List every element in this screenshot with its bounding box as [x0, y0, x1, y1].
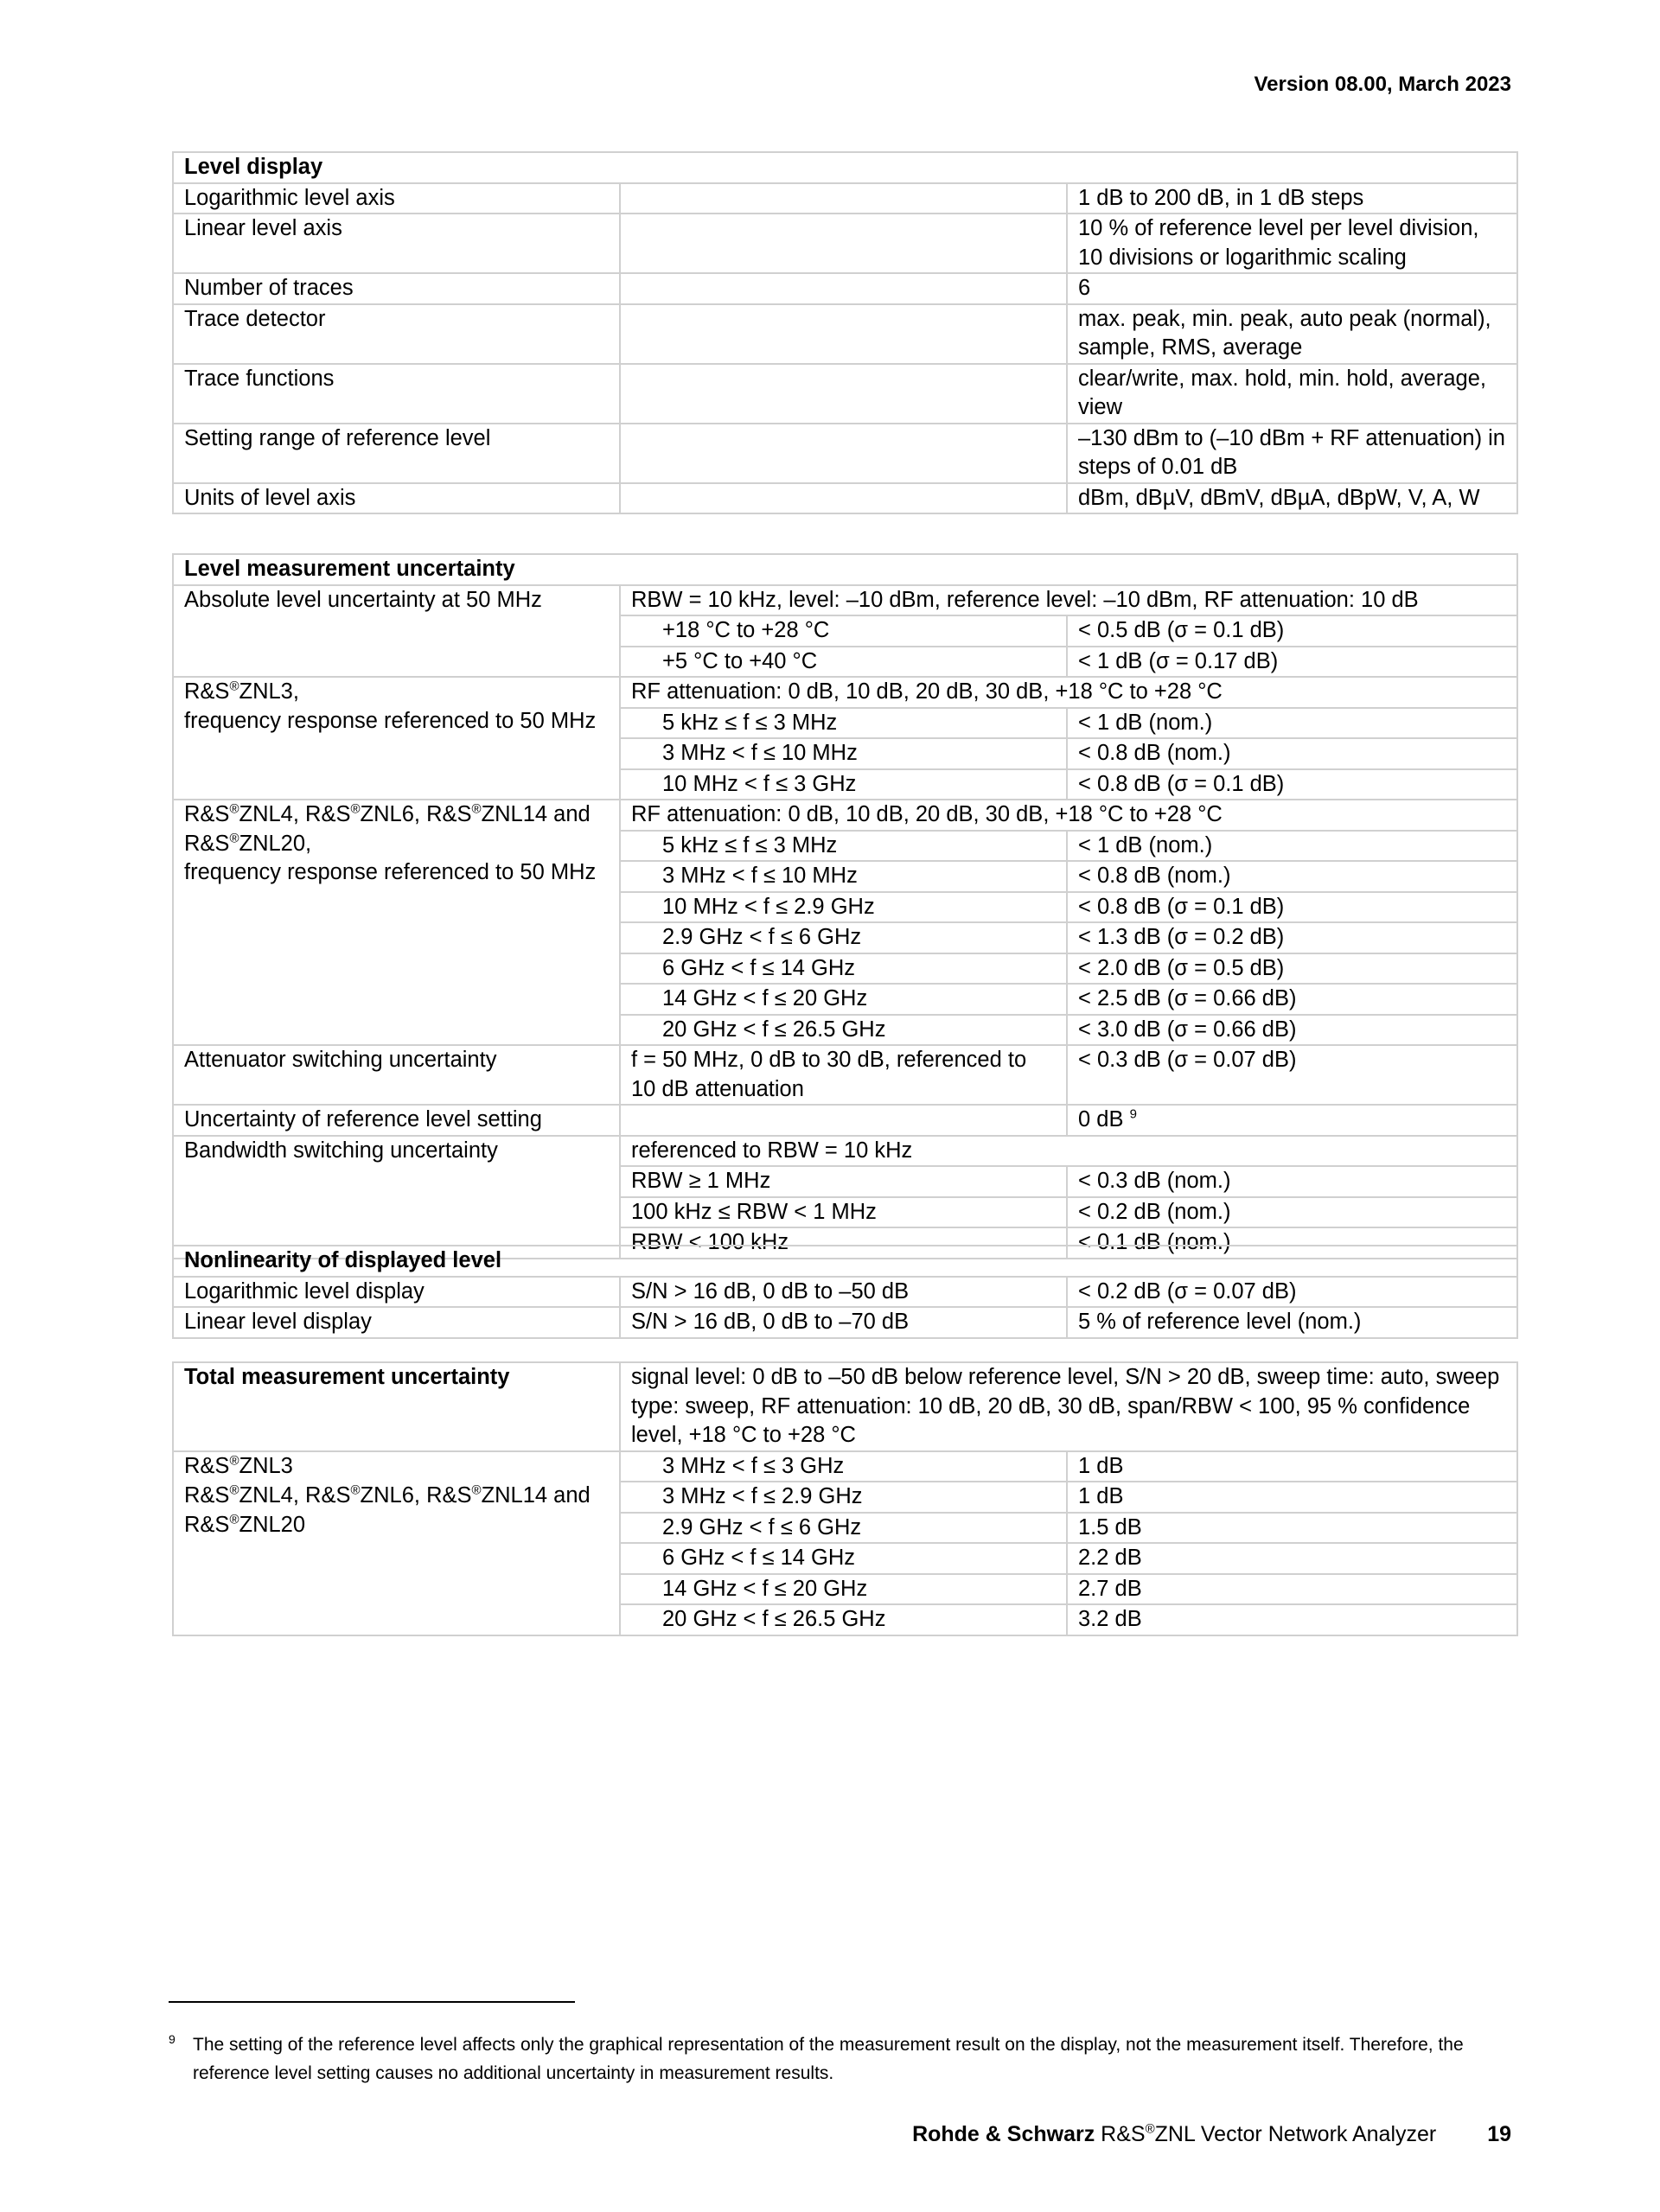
table-row: 20 GHz < f ≤ 26.5 GHz < 3.0 dB (σ = 0.66 dB) [173, 1015, 1517, 1046]
table-row: 14 GHz < f ≤ 20 GHz < 2.5 dB (σ = 0.66 dB) [173, 984, 1517, 1015]
table-row: RBW ≥ 1 MHz < 0.3 dB (nom.) [173, 1166, 1517, 1197]
page-number: 19 [1487, 2122, 1511, 2146]
footnote-separator [169, 2001, 575, 2003]
level-display-table [172, 151, 1518, 514]
table-row: 2.9 GHz < f ≤ 6 GHz 1.5 dB [173, 1513, 1517, 1544]
total-uncertainty-table [172, 1361, 1518, 1636]
table-row: 5 kHz ≤ f ≤ 3 MHz < 1 dB (nom.) [173, 708, 1517, 739]
page-footer [912, 2122, 1511, 2147]
table-row: Logarithmic level axis 1 dB to 200 dB, in 1 dB steps [173, 183, 1517, 214]
table-row: Setting range of reference level –130 dBm to (–10 dBm + RF attenuation) in steps of 0.01 dB [173, 424, 1517, 483]
nonlinearity-table [172, 1245, 1518, 1339]
znl4-label: R&S®ZNL4, R&S®ZNL6, R&S®ZNL14 and R&S®ZNL20, frequency response referenced to 50 MHz [173, 800, 620, 1045]
footnote-ref: 9 [1129, 1106, 1137, 1122]
table-row: Bandwidth switching uncertainty referenced to RBW = 10 kHz [173, 1136, 1517, 1167]
table-row: 3 MHz < f ≤ 10 MHz < 0.8 dB (nom.) [173, 861, 1517, 892]
level-uncertainty-table [172, 553, 1518, 1259]
table-row: R&S®ZNL3 3 MHz < f ≤ 3 GHz 1 dB [173, 1451, 1517, 1482]
table-row: Linear level axis 10 % of reference level per level division, 10 divisions or logarithmic scaling [173, 214, 1517, 273]
footnote-text: The setting of the reference level affects only the graphical representation of the measurement result on the display, not the measurement itself. Therefore, the reference level setting causes no additional uncertainty in measurement results. [193, 2035, 1464, 2083]
table-row: Units of level axis dBm, dBµV, dBmV, dBµA, dBpW, V, A, W [173, 483, 1517, 514]
total-uncertainty-title: Total measurement uncertainty [173, 1362, 620, 1451]
footer-product: R&S®ZNL Vector Network Analyzer [1101, 2121, 1437, 2146]
level-display-title: Level display [173, 152, 1517, 183]
nonlinearity-title: Nonlinearity of displayed level [173, 1246, 1517, 1277]
table-row: 10 MHz < f ≤ 3 GHz < 0.8 dB (σ = 0.1 dB) [173, 769, 1517, 800]
table-row: Attenuator switching uncertainty f = 50 MHz, 0 dB to 30 dB, referenced to 10 dB attenuation < 0.3 dB (σ = 0.07 dB) [173, 1045, 1517, 1105]
table-row: R&S®ZNL4, R&S®ZNL6, R&S®ZNL14 and R&S®ZNL20 3 MHz < f ≤ 2.9 GHz 1 dB [173, 1482, 1517, 1513]
table-row: 6 GHz < f ≤ 14 GHz 2.2 dB [173, 1543, 1517, 1574]
table-row: 6 GHz < f ≤ 14 GHz < 2.0 dB (σ = 0.5 dB) [173, 953, 1517, 985]
table-row: Linear level display S/N > 16 dB, 0 dB to –70 dB 5 % of reference level (nom.) [173, 1307, 1517, 1338]
table-row: Logarithmic level display S/N > 16 dB, 0 dB to –50 dB < 0.2 dB (σ = 0.07 dB) [173, 1277, 1517, 1308]
table-row: Trace functions clear/write, max. hold, min. hold, average, view [173, 364, 1517, 424]
table-row: +5 °C to +40 °C < 1 dB (σ = 0.17 dB) [173, 647, 1517, 678]
table-row: 3 MHz < f ≤ 10 MHz < 0.8 dB (nom.) [173, 738, 1517, 769]
table-row: Trace detector max. peak, min. peak, auto peak (normal), sample, RMS, average [173, 304, 1517, 364]
version-header: Version 08.00, March 2023 [1254, 73, 1511, 96]
total-znl3-label: R&S®ZNL3 [173, 1451, 620, 1482]
table-row: 14 GHz < f ≤ 20 GHz 2.7 dB [173, 1574, 1517, 1605]
footer-brand: Rohde & Schwarz [912, 2122, 1095, 2146]
table-row: 100 kHz ≤ RBW < 1 MHz < 0.2 dB (nom.) [173, 1197, 1517, 1228]
total-znl4-label: R&S®ZNL4, R&S®ZNL6, R&S®ZNL14 and R&S®ZNL20 [173, 1482, 620, 1635]
table-row: 10 MHz < f ≤ 2.9 GHz < 0.8 dB (σ = 0.1 dB) [173, 892, 1517, 923]
table-row: R&S®ZNL3, frequency response referenced to 50 MHz RF attenuation: 0 dB, 10 dB, 20 dB, 30 dB, +18 °C to +28 °C [173, 677, 1517, 708]
table-row: Uncertainty of reference level setting 0 dB $^9$ [173, 1105, 1517, 1136]
footnote-mark: 9 [169, 2032, 176, 2046]
table-row: Number of traces 6 [173, 273, 1517, 304]
level-uncertainty-title: Level measurement uncertainty [173, 554, 1517, 585]
table-row: 20 GHz < f ≤ 26.5 GHz 3.2 dB [173, 1604, 1517, 1635]
table-row: 5 kHz ≤ f ≤ 3 MHz < 1 dB (nom.) [173, 831, 1517, 862]
table-row: +18 °C to +28 °C < 0.5 dB (σ = 0.1 dB) [173, 615, 1517, 647]
table-row: Total measurement uncertainty signal level: 0 dB to –50 dB below reference level, S/N > 20 dB, sweep time: auto, sweep type: sweep, RF attenuation: 10 dB, 20 dB, 30 dB, span/RBW < 100, 95 % confidence level, +18 °C to +28 °C [173, 1362, 1517, 1451]
table-row: R&S®ZNL4, R&S®ZNL6, R&S®ZNL14 and R&S®ZNL20, frequency response referenced to 50 MHz RF attenuation: 0 dB, 10 dB, 20 dB, 30 dB, +18 °C to +28 °C [173, 800, 1517, 831]
znl3-label: R&S®ZNL3, frequency response referenced to 50 MHz [173, 677, 620, 800]
footnote [169, 2030, 1500, 2088]
table-row: Absolute level uncertainty at 50 MHz RBW = 10 kHz, level: –10 dBm, reference level: –10 dBm, RF attenuation: 10 dB [173, 585, 1517, 616]
table-row: 2.9 GHz < f ≤ 6 GHz < 1.3 dB (σ = 0.2 dB) [173, 922, 1517, 953]
table-row: RBW < 100 kHz < 0.1 dB (nom.) [173, 1227, 1517, 1259]
